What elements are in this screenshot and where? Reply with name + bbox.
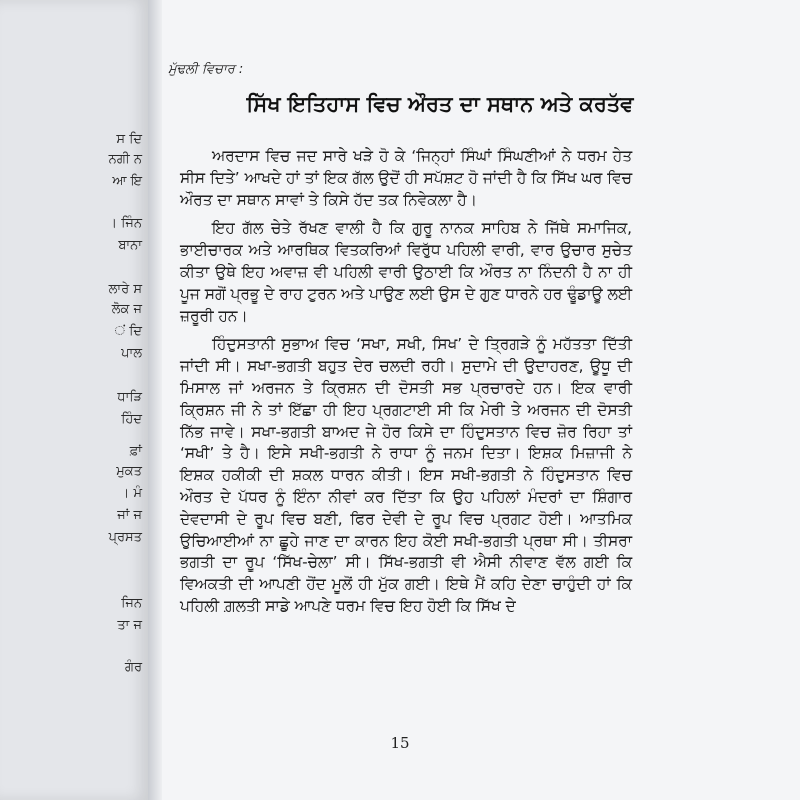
left-page-fragment: । ਜਿੰਨ bbox=[108, 216, 142, 231]
left-page-fragment: ਧਾੜਿ bbox=[117, 390, 142, 405]
left-page-fragment: ਲੋਕ ਜ bbox=[111, 302, 142, 317]
left-page-fragment: ਪਾਲ bbox=[121, 346, 142, 361]
left-page-fragment: ਜਾਂ ਜ bbox=[117, 508, 142, 523]
left-page-fragment: । ਮੰ bbox=[120, 486, 142, 501]
chapter-title: ਸਿੱਖ ਇਤਿਹਾਸ ਵਿਚ ਔਰਤ ਦਾ ਸਥਾਨ ਅਤੇ ਕਰਤੱਵ bbox=[246, 92, 634, 116]
left-page-fragment: ਲਾਰੇ ਸ bbox=[108, 282, 142, 297]
page-number: 15 bbox=[390, 734, 410, 752]
paragraph: ਹਿੰਦੁਸਤਾਨੀ ਸੁਭਾਅ ਵਿਚ ‘ਸਖਾ, ਸਖੀ, ਸਿਖ’ ਦੇ ਤ੍ਰਿਗੜੇ ਨੂੰ ਮਹੱਤਤਾ ਦਿੱਤੀ ਜਾਂਦੀ ਸੀ। ਸਖਾ-ਭਗਤੀ ਬਹੁਤ ਦੇਰ ਚਲਦੀ ਰਹੀ। ਸੁਦਾਮੇ ਦੀ ਉਦਾਹਰਣ, ਊਧੂ ਦੀ ਮਿਸਾਲ ਜਾਂ ਅਰਜਨ ਤੇ ਕ੍ਰਿਸ਼ਨ ਦੀ ਦੋਸਤੀ ਸਭ ਪ੍ਰਚਾਰਦੇ ਹਨ। ਇਕ ਵਾਰੀ ਕ੍ਰਿਸ਼ਨ ਜੀ ਨੇ ਤਾਂ ਇੱਛਾ ਹੀ ਇਹ ਪ੍ਰਗਟਾਈ ਸੀ ਕਿ ਮੇਰੀ ਤੇ ਅਰਜਨ ਦੀ ਦੋਸਤੀ ਨਿੱਭ ਜਾਵੇ। ਸਖਾ-ਭਗਤੀ ਬਾਅਦ ਜੇ ਹੋਰ ਕਿਸੇ ਦਾ ਹਿੰਦੁਸਤਾਨ ਵਿਚ ਜ਼ੋਰ ਰਿਹਾ ਤਾਂ ‘ਸਖੀ’ ਤੇ ਹੈ। ਇਸੇ ਸਖੀ-ਭਗਤੀ ਨੇ ਰਾਧਾ ਨੂੰ ਜਨਮ ਦਿਤਾ। ਇਸ਼ਕ ਮਿਜ਼ਾਜੀ ਨੇ ਇਸ਼ਕ ਹਕੀਕੀ ਦੀ ਸ਼ਕਲ ਧਾਰਨ ਕੀਤੀ। ਇਸ ਸਖੀ-ਭਗਤੀ ਨੇ ਹਿੰਦੁਸਤਾਨ ਵਿਚ ਔਰਤ ਦੇ ਪੱਧਰ ਨੂੰ ਇੰਨਾ ਨੀਵਾਂ ਕਰ ਦਿੱਤਾ ਕਿ ਉਹ ਪਹਿਲਾਂ ਮੰਦਰਾਂ ਦਾ ਸ਼ਿੰਗਾਰ ਦੇਵਦਾਸੀ ਦੇ ਰੂਪ ਵਿਚ ਬਣੀ, ਫਿਰ ਦੇਵੀ ਦੇ ਰੂਪ ਵਿਚ ਪ੍ਰਗਟ ਹੋਈ। ਆਤਮਿਕ ਉਚਿਆਈਆਂ ਨਾ ਛੂਹੇ ਜਾਣ ਦਾ ਕਾਰਨ ਇਹ ਕੋਈ ਸਖੀ-ਭਗਤੀ ਪ੍ਰਥਾ ਸੀ। ਤੀਸਰਾ ਭਗਤੀ ਦਾ ਰੂਪ ‘ਸਿੱਖ-ਚੇਲਾ’ ਸੀ। ਸਿੱਖ-ਭਗਤੀ ਵੀ ਐਸੀ ਨੀਵਾਣ ਵੱਲ ਗਈ ਕਿ ਵਿਅਕਤੀ ਦੀ ਆਪਣੀ ਹੋਂਦ ਮੂਲੋਂ ਹੀ ਮੁੱਕ ਗਈ। ਇਥੇ ਮੈਂ ਕਹਿ ਦੇਣਾ ਚਾਹੁੰਦੀ ਹਾਂ ਕਿ ਪਹਿਲੀ ਗ਼ਲਤੀ ਸਾਡੇ ਆਪਣੇ ਧਰਮ ਵਿਚ ਇਹ ਹੋਈ ਕਿ ਸਿੱਖ ਦੇ bbox=[180, 335, 632, 615]
left-page-fragment: ਗੰਰ bbox=[124, 660, 142, 675]
left-page-fragment: ਫ਼ਾਂ bbox=[129, 444, 142, 459]
left-page-fragment: ਨਗੀ ਨ bbox=[108, 152, 142, 167]
left-page-fragment: ਪ੍ਰਸਤ bbox=[108, 530, 142, 545]
left-page-fragment: ਂ ਦਿ bbox=[114, 324, 142, 339]
paragraph: ਅਰਦਾਸ ਵਿਚ ਜਦ ਸਾਰੇ ਖੜੇ ਹੋ ਕੇ ‘ਜਿਨ੍ਹਾਂ ਸਿੰਘਾਂ ਸਿੰਘਣੀਆਂ ਨੇ ਧਰਮ ਹੇਤ ਸੀਸ ਦਿਤੇ’ ਆਖਦੇ ਹਾਂ ਤਾਂ ਇਕ ਗੱਲ ਉਦੋਂ ਹੀ ਸਪੱਸ਼ਟ ਹੋ ਜਾਂਦੀ ਹੈ ਕਿ ਸਿੱਖ ਘਰ ਵਿਚ ਔਰਤ ਦਾ ਸਥਾਨ ਸਾਵਾਂ ਤੇ ਕਿਸੇ ਹੱਦ ਤਕ ਨਿਵੇਕਲਾ ਹੈ। bbox=[180, 147, 632, 209]
left-page-fragment: ਸ ਦਿ bbox=[116, 132, 142, 147]
left-page-fragment: ਜਿਨ bbox=[121, 596, 142, 611]
left-page-fragment: ਹਿੰਦ bbox=[121, 412, 142, 427]
left-page bbox=[0, 0, 150, 800]
left-page-fragment: ਆ ਇ bbox=[112, 174, 142, 189]
section-label: ਮੁੱਢਲੀ ਵਿਚਾਰ : bbox=[168, 62, 244, 77]
left-page-fragment: ਮੁਕਤ bbox=[116, 464, 142, 479]
left-page-fragment: ਬਾਨਾ bbox=[118, 238, 142, 253]
paragraph: ਇਹ ਗੱਲ ਚੇਤੇ ਰੱਖਣ ਵਾਲੀ ਹੈ ਕਿ ਗੁਰੂ ਨਾਨਕ ਸਾਹਿਬ ਨੇ ਜਿੱਥੇ ਸਮਾਜਿਕ, ਭਾਈਚਾਰਕ ਅਤੇ ਆਰਥਿਕ ਵਿਤਕਰਿਆਂ ਵਿਰੁੱਧ ਪਹਿਲੀ ਵਾਰੀ, ਵਾਰ ਉਚਾਰ ਸੁਚੇਤ ਕੀਤਾ ਉਥੇ ਇਹ ਅਵਾਜ਼ ਵੀ ਪਹਿਲੀ ਵਾਰੀ ਉਠਾਈ ਕਿ ਔਰਤ ਨਾ ਨਿੰਦਨੀ ਹੈ ਨਾ ਹੀ ਪੂਜ ਸਗੋਂ ਪ੍ਰਭੂ ਦੇ ਰਾਹ ਟੁਰਨ ਅਤੇ ਪਾਉਣ ਲਈ ਉਸ ਦੇ ਗੁਣ ਧਾਰਨੇ ਹਰ ਢੂੰਡਾਊ ਲਈ ਜ਼ਰੂਰੀ ਹਨ। bbox=[180, 219, 632, 325]
body-text bbox=[180, 146, 632, 625]
left-page-fragment: ਤਾ ਜ bbox=[117, 618, 142, 633]
